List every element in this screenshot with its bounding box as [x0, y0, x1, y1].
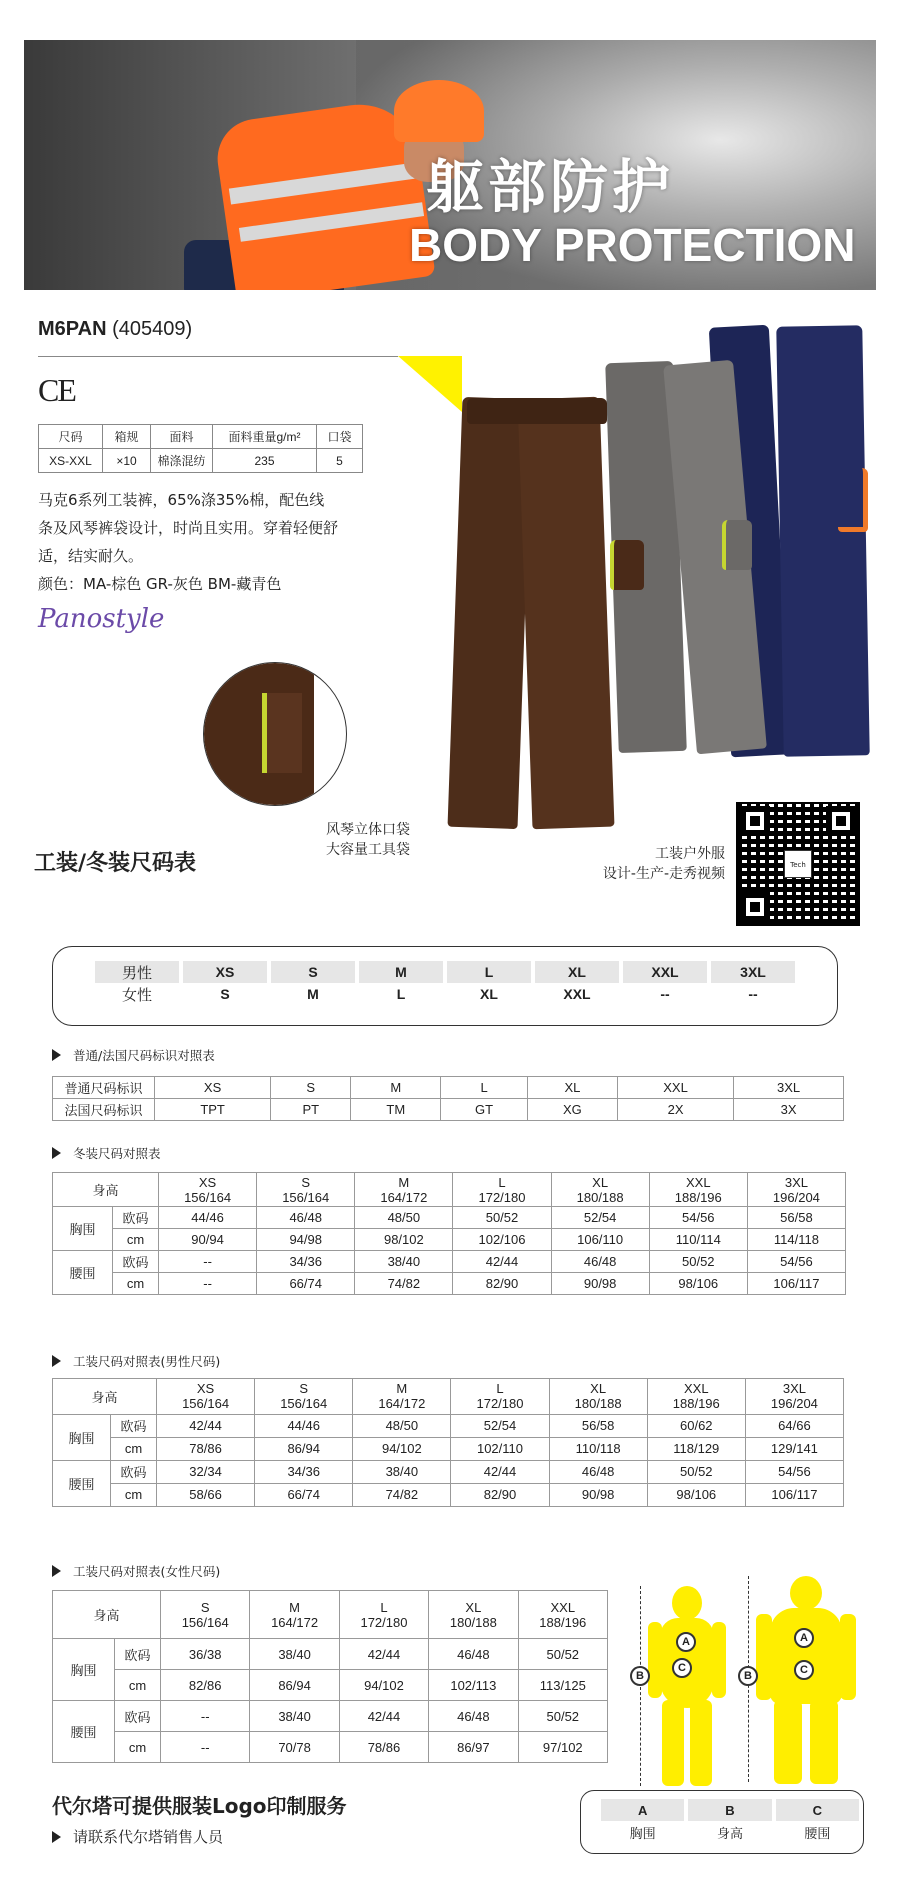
size-cell: XL — [480, 986, 498, 1002]
divider — [38, 356, 398, 357]
cell: 86/94 — [250, 1670, 339, 1701]
size-header — [549, 1379, 647, 1415]
section-title: 冬装尺码对照表 — [73, 1146, 161, 1161]
unit-label: cm — [115, 1732, 161, 1763]
unit-label: 欧码 — [111, 1414, 157, 1437]
height-range: 156/164 — [181, 1614, 229, 1630]
chest-label: 胸围 — [53, 1414, 111, 1460]
section-title: 工装尺码对照表(男性尺码) — [73, 1354, 221, 1369]
cell: 36/38 — [161, 1639, 250, 1670]
cell: 82/90 — [453, 1273, 551, 1295]
spec-header: 面料 — [151, 425, 213, 449]
height-range: 180/188 — [576, 1189, 624, 1205]
cell: 90/98 — [549, 1483, 647, 1506]
cell: 78/86 — [339, 1732, 428, 1763]
size-code: 3XL — [784, 1174, 808, 1190]
cell: 42/44 — [339, 1639, 428, 1670]
navy-cargo-pocket — [838, 468, 868, 532]
cell: XG — [527, 1099, 617, 1121]
badge-b: B — [738, 1666, 758, 1686]
cell: 102/110 — [451, 1437, 549, 1460]
cell: 50/52 — [647, 1460, 745, 1483]
size-code: XXL — [550, 1599, 576, 1615]
spec-table — [38, 424, 363, 473]
cell: 90/94 — [159, 1229, 257, 1251]
figure-leg — [662, 1700, 684, 1786]
cell: 82/86 — [161, 1670, 250, 1701]
badge-b: B — [630, 1666, 650, 1686]
legend-table — [597, 1799, 863, 1843]
height-range: 164/172 — [271, 1614, 319, 1630]
gender-size-table — [91, 961, 799, 1005]
cell: 110/118 — [549, 1437, 647, 1460]
spec-header: 面料重量g/m² — [213, 425, 317, 449]
cell: TPT — [155, 1099, 271, 1121]
height-range: 156/164 — [184, 1189, 232, 1205]
figure-leg — [810, 1700, 838, 1784]
cell: 129/141 — [745, 1437, 843, 1460]
size-cell: XS — [183, 961, 267, 983]
size-cell: S — [271, 961, 355, 983]
height-range: 188/196 — [539, 1614, 587, 1630]
unit-label: cm — [111, 1437, 157, 1460]
size-code: 3XL — [782, 1381, 806, 1397]
figure-head — [672, 1586, 702, 1620]
cell: 94/102 — [353, 1437, 451, 1460]
gender-size-map — [52, 946, 838, 1026]
size-code: XL — [592, 1174, 609, 1190]
cell: 32/34 — [157, 1460, 255, 1483]
cell: 74/82 — [353, 1483, 451, 1506]
size-header — [157, 1379, 255, 1415]
height-range: 156/164 — [282, 1189, 330, 1205]
size-cell: -- — [660, 986, 670, 1002]
size-cell: XXL — [623, 961, 707, 983]
cell: 82/90 — [451, 1483, 549, 1506]
section-heading — [52, 1562, 220, 1580]
qr-finder — [740, 892, 770, 922]
spec-header: 箱规 — [103, 425, 151, 449]
cell: 2X — [617, 1099, 733, 1121]
height-range: 188/196 — [674, 1189, 722, 1205]
cell: 106/110 — [551, 1229, 649, 1251]
cell: 110/114 — [649, 1229, 747, 1251]
size-cell: XXL — [563, 986, 591, 1002]
cell: 44/46 — [255, 1414, 353, 1437]
cell: M — [351, 1077, 441, 1099]
height-range: 188/196 — [672, 1396, 720, 1412]
cell: 64/66 — [745, 1414, 843, 1437]
size-code: XXL — [683, 1381, 709, 1397]
cell: 46/48 — [429, 1701, 518, 1732]
cell: 94/98 — [257, 1229, 355, 1251]
cell: -- — [159, 1251, 257, 1273]
cell: TM — [351, 1099, 441, 1121]
measurement-legend — [580, 1790, 864, 1854]
legend-letter: A — [601, 1799, 684, 1821]
height-label: 身高 — [53, 1591, 161, 1639]
section-title: 工装尺码对照表(女性尺码) — [73, 1564, 221, 1579]
size-cell: XL — [535, 961, 619, 983]
cell: 46/48 — [429, 1639, 518, 1670]
logo-print-service-title: 代尔塔可提供服装Logo印制服务 — [52, 1794, 347, 1818]
cell: 54/56 — [745, 1460, 843, 1483]
caption-line: 大容量工具袋 — [326, 842, 410, 858]
size-header — [518, 1591, 607, 1639]
size-code: XS — [198, 1174, 217, 1190]
size-header — [451, 1379, 549, 1415]
cell: 50/52 — [518, 1639, 607, 1670]
cell: 94/102 — [339, 1670, 428, 1701]
cell: 106/117 — [745, 1483, 843, 1506]
size-code: XL — [465, 1599, 482, 1615]
cell: 70/78 — [250, 1732, 339, 1763]
navy-pant-leg — [776, 325, 869, 756]
cell: 42/44 — [453, 1251, 551, 1273]
pocket-detail-zoom — [203, 662, 347, 806]
triangle-bullet-icon — [52, 1565, 61, 1577]
cell: PT — [271, 1099, 351, 1121]
cell: 50/52 — [518, 1701, 607, 1732]
cell: 34/36 — [255, 1460, 353, 1483]
height-range: 196/204 — [772, 1189, 820, 1205]
size-header — [353, 1379, 451, 1415]
cell: 46/48 — [257, 1207, 355, 1229]
figure-head — [790, 1576, 822, 1610]
qr-finder — [826, 806, 856, 836]
description-line: 适，结实耐久。 — [38, 547, 144, 565]
contact-text: 请联系代尔塔销售人员 — [73, 1828, 224, 1846]
cell: 58/66 — [157, 1483, 255, 1506]
cell: 46/48 — [549, 1460, 647, 1483]
size-header — [551, 1173, 649, 1207]
unit-label: 欧码 — [113, 1207, 159, 1229]
size-header — [355, 1173, 453, 1207]
height-range: 172/180 — [476, 1396, 524, 1412]
brown-cargo-pocket — [610, 540, 644, 590]
description-line: 条及风琴裤袋设计，时尚且实用。穿着轻便舒 — [38, 519, 339, 537]
waist-label: 腰围 — [53, 1460, 111, 1506]
cell: 42/44 — [339, 1701, 428, 1732]
cell: 113/125 — [518, 1670, 607, 1701]
size-header — [747, 1173, 845, 1207]
cell: 118/129 — [647, 1437, 745, 1460]
french-size-table — [52, 1076, 844, 1121]
cell: 66/74 — [255, 1483, 353, 1506]
description-line: 马克6系列工装裤，65%涤35%棉，配色线 — [38, 491, 325, 509]
caption-line: 设计-生产-走秀视频 — [602, 866, 725, 882]
accordion-pocket — [262, 693, 302, 773]
cell: 90/98 — [551, 1273, 649, 1295]
height-label: 身高 — [53, 1379, 157, 1415]
cell: 38/40 — [250, 1639, 339, 1670]
qr-code[interactable] — [736, 802, 860, 926]
legend-name: 腰围 — [804, 1825, 831, 1841]
size-header — [257, 1173, 355, 1207]
cell: 66/74 — [257, 1273, 355, 1295]
cell: XL — [527, 1077, 617, 1099]
cell: 56/58 — [747, 1207, 845, 1229]
badge-a: A — [676, 1632, 696, 1652]
size-code: L — [498, 1174, 506, 1190]
cell: 52/54 — [551, 1207, 649, 1229]
spec-value: 5 — [317, 449, 363, 473]
section-heading — [52, 1352, 220, 1370]
cell: -- — [161, 1701, 250, 1732]
size-cell: M — [359, 961, 443, 983]
yellow-corner-triangle — [398, 356, 462, 412]
size-header — [647, 1379, 745, 1415]
size-cell: 3XL — [711, 961, 795, 983]
caption-line: 风琴立体口袋 — [326, 822, 410, 838]
cell: 98/106 — [647, 1483, 745, 1506]
triangle-bullet-icon — [52, 1831, 61, 1843]
size-code: M — [289, 1599, 300, 1615]
brown-waistband — [467, 398, 607, 424]
cell: 38/40 — [355, 1251, 453, 1273]
figure-leg — [690, 1700, 712, 1786]
cell: 60/62 — [647, 1414, 745, 1437]
cell: 86/97 — [429, 1732, 518, 1763]
spec-header: 尺码 — [39, 425, 103, 449]
size-cell: -- — [748, 986, 758, 1002]
size-code: XXL — [685, 1174, 711, 1190]
size-code: S — [299, 1381, 309, 1397]
size-header — [745, 1379, 843, 1415]
height-range: 196/204 — [770, 1396, 818, 1412]
qr-center-logo: Tech — [784, 850, 812, 878]
banner-title-en: BODY PROTECTION — [409, 219, 856, 271]
size-code: L — [496, 1381, 504, 1397]
figure-arm — [712, 1622, 726, 1698]
legend-name: 身高 — [716, 1825, 743, 1841]
size-header — [649, 1173, 747, 1207]
figure-arm — [840, 1614, 856, 1700]
triangle-bullet-icon — [52, 1049, 61, 1061]
size-cell: M — [307, 986, 319, 1002]
cell: 34/36 — [257, 1251, 355, 1273]
cell: 97/102 — [518, 1732, 607, 1763]
figure-arm — [648, 1622, 662, 1698]
pocket-caption — [300, 820, 410, 860]
cell: 48/50 — [355, 1207, 453, 1229]
cell: 102/113 — [429, 1670, 518, 1701]
size-cell: L — [396, 986, 406, 1002]
size-code: S — [200, 1599, 210, 1615]
height-range: 156/164 — [182, 1396, 230, 1412]
size-header — [159, 1173, 257, 1207]
product-description — [38, 486, 378, 598]
size-header — [429, 1591, 518, 1639]
cell: 42/44 — [451, 1460, 549, 1483]
cell: 102/106 — [453, 1229, 551, 1251]
cell: 48/50 — [353, 1414, 451, 1437]
spec-value: ×10 — [103, 449, 151, 473]
men-size-table — [52, 1378, 844, 1507]
height-range: 164/172 — [380, 1189, 428, 1205]
cell: -- — [159, 1273, 257, 1295]
cell: 54/56 — [747, 1251, 845, 1273]
section-heading — [52, 1144, 161, 1162]
triangle-bullet-icon — [52, 1147, 61, 1159]
height-range: 172/180 — [478, 1189, 526, 1205]
size-code: S — [301, 1174, 311, 1190]
chest-label: 胸围 — [53, 1207, 113, 1251]
waist-label: 腰围 — [53, 1251, 113, 1295]
brown-pant-leg — [518, 397, 615, 830]
cell: 3X — [734, 1099, 844, 1121]
spec-value: 棉涤混纺 — [151, 449, 213, 473]
cell: 54/56 — [649, 1207, 747, 1229]
unit-label: cm — [115, 1670, 161, 1701]
cell: 52/54 — [451, 1414, 549, 1437]
badge-c: C — [794, 1660, 814, 1680]
figure-arm — [756, 1614, 772, 1700]
size-cell: S — [220, 986, 230, 1002]
figure-torso — [770, 1608, 842, 1704]
contact-line — [52, 1826, 223, 1847]
cell: 98/102 — [355, 1229, 453, 1251]
cell: 42/44 — [157, 1414, 255, 1437]
triangle-bullet-icon — [52, 1355, 61, 1367]
height-range: 180/188 — [574, 1396, 622, 1412]
cell: 38/40 — [353, 1460, 451, 1483]
badge-c: C — [672, 1658, 692, 1678]
cell: -- — [161, 1732, 250, 1763]
height-label: 身高 — [53, 1173, 159, 1207]
section-heading — [52, 1046, 215, 1064]
size-code: M — [396, 1381, 408, 1397]
cell: S — [271, 1077, 351, 1099]
legend-letter: B — [688, 1799, 771, 1821]
gender-label-female: 女性 — [121, 986, 152, 1004]
spec-header: 口袋 — [317, 425, 363, 449]
model-name: M6PAN — [38, 318, 107, 340]
badge-a: A — [794, 1628, 814, 1648]
size-code: XL — [590, 1381, 607, 1397]
size-header — [250, 1591, 339, 1639]
height-dimension-line — [640, 1586, 641, 1786]
cell: 44/46 — [159, 1207, 257, 1229]
cell: 38/40 — [250, 1701, 339, 1732]
cell: 114/118 — [747, 1229, 845, 1251]
grey-cargo-pocket — [722, 520, 752, 570]
gender-label-male: 男性 — [95, 961, 179, 983]
size-header — [453, 1173, 551, 1207]
figure-leg — [774, 1700, 802, 1784]
ce-mark: CE — [38, 372, 75, 408]
spec-value: XS-XXL — [39, 449, 103, 473]
spec-value: 235 — [213, 449, 317, 473]
height-range: 172/180 — [360, 1614, 408, 1630]
cell: XS — [155, 1077, 271, 1099]
cell: 78/86 — [157, 1437, 255, 1460]
legend-name: 胸围 — [629, 1825, 656, 1841]
hard-hat — [394, 80, 484, 142]
cell: 106/117 — [747, 1273, 845, 1295]
video-caption — [565, 844, 725, 884]
cell: 74/82 — [355, 1273, 453, 1295]
women-size-table — [52, 1590, 608, 1763]
cell: 56/58 — [549, 1414, 647, 1437]
banner-title-cn: 躯部防护 — [426, 153, 675, 221]
unit-label: cm — [113, 1229, 159, 1251]
product-model — [38, 318, 192, 341]
waist-label: 腰围 — [53, 1701, 115, 1763]
unit-label: 欧码 — [115, 1701, 161, 1732]
chest-label: 胸围 — [53, 1639, 115, 1701]
hero-banner — [24, 40, 876, 290]
row-label: 法国尺码标识 — [53, 1099, 155, 1121]
size-chart-title: 工装/冬装尺码表 — [34, 851, 197, 876]
cell: XXL — [617, 1077, 733, 1099]
cell: L — [441, 1077, 528, 1099]
cell: 98/106 — [649, 1273, 747, 1295]
size-code: L — [380, 1599, 388, 1615]
unit-label: 欧码 — [113, 1251, 159, 1273]
cell: 46/48 — [551, 1251, 649, 1273]
height-range: 164/172 — [378, 1396, 426, 1412]
height-range: 156/164 — [280, 1396, 328, 1412]
size-header — [339, 1591, 428, 1639]
cell: GT — [441, 1099, 528, 1121]
height-range: 180/188 — [449, 1614, 497, 1630]
cell: 3XL — [734, 1077, 844, 1099]
unit-label: 欧码 — [115, 1639, 161, 1670]
model-code: (405409) — [112, 318, 193, 340]
size-code: XS — [196, 1381, 215, 1397]
description-line: 颜色：MA-棕色 GR-灰色 BM-藏青色 — [38, 575, 282, 593]
size-header — [255, 1379, 353, 1415]
winter-size-table — [52, 1172, 846, 1295]
cell: 50/52 — [649, 1251, 747, 1273]
size-cell: L — [447, 961, 531, 983]
cell: 50/52 — [453, 1207, 551, 1229]
unit-label: 欧码 — [111, 1460, 157, 1483]
unit-label: cm — [111, 1483, 157, 1506]
section-title: 普通/法国尺码标识对照表 — [73, 1048, 215, 1063]
size-header — [161, 1591, 250, 1639]
qr-finder — [740, 806, 770, 836]
caption-line: 工装户外服 — [655, 846, 725, 862]
row-label: 普通尺码标识 — [53, 1077, 155, 1099]
panostyle-logo: Panostyle — [38, 604, 165, 634]
legend-letter: C — [776, 1799, 859, 1821]
size-code: M — [398, 1174, 410, 1190]
cell: 86/94 — [255, 1437, 353, 1460]
unit-label: cm — [113, 1273, 159, 1295]
